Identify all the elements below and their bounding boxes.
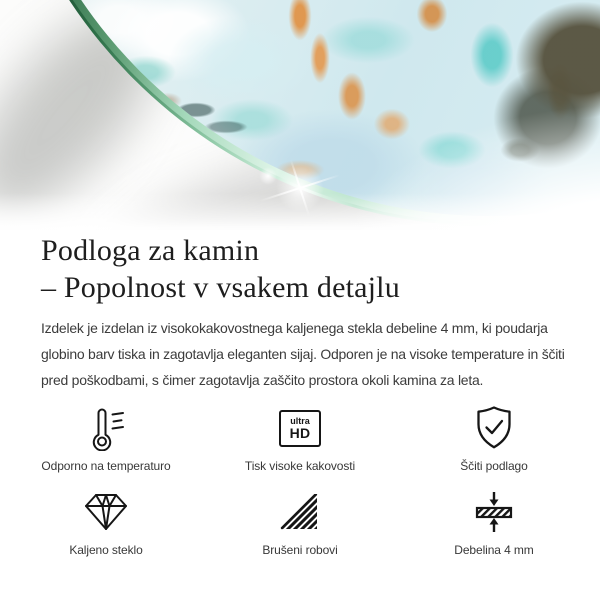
thermometer-icon [84, 405, 128, 451]
feature-grid [9, 405, 591, 557]
page-title-line2: – Popolnost v vsakem detajlu [41, 271, 400, 304]
ultra-hd-text-top: ultra [290, 415, 310, 426]
thickness-icon [472, 489, 516, 535]
diamond-icon [83, 489, 129, 535]
feature-temperature [9, 405, 203, 473]
feature-label: Debelina 4 mm [454, 543, 534, 557]
polished-edges-icon [280, 489, 320, 535]
page-title-line1: Podloga za kamin [41, 234, 260, 267]
feature-thickness [397, 489, 591, 557]
feature-protection [397, 405, 591, 473]
feature-polished-edges [203, 489, 397, 557]
feature-label: Odporno na temperaturo [41, 459, 171, 473]
product-description: Izdelek je izdelan iz visokokakovostnega kaljenega stekla debeline 4 mm, ki poudarja globino barv tiska in zagotavlja eleganten sijaj. Odporen je na visoke temperature in ščiti pred poškodbami, s čimer zagotavlja zaščito prostora okoli kamina za leta. [41, 320, 565, 388]
shield-check-icon [472, 405, 516, 451]
ultra-hd-icon [279, 405, 321, 451]
feature-label: Brušeni robovi [262, 543, 338, 557]
ultra-hd-text-bottom: HD [289, 424, 311, 441]
page-title [41, 232, 600, 306]
feature-tempered-glass [9, 489, 203, 557]
feature-print-quality [203, 405, 397, 473]
feature-label: Tisk visoke kakovosti [244, 459, 356, 473]
feature-label: Ščiti podlago [460, 459, 528, 473]
glass-panel-product-image [0, 0, 600, 230]
feature-label: Kaljeno steklo [69, 543, 143, 557]
